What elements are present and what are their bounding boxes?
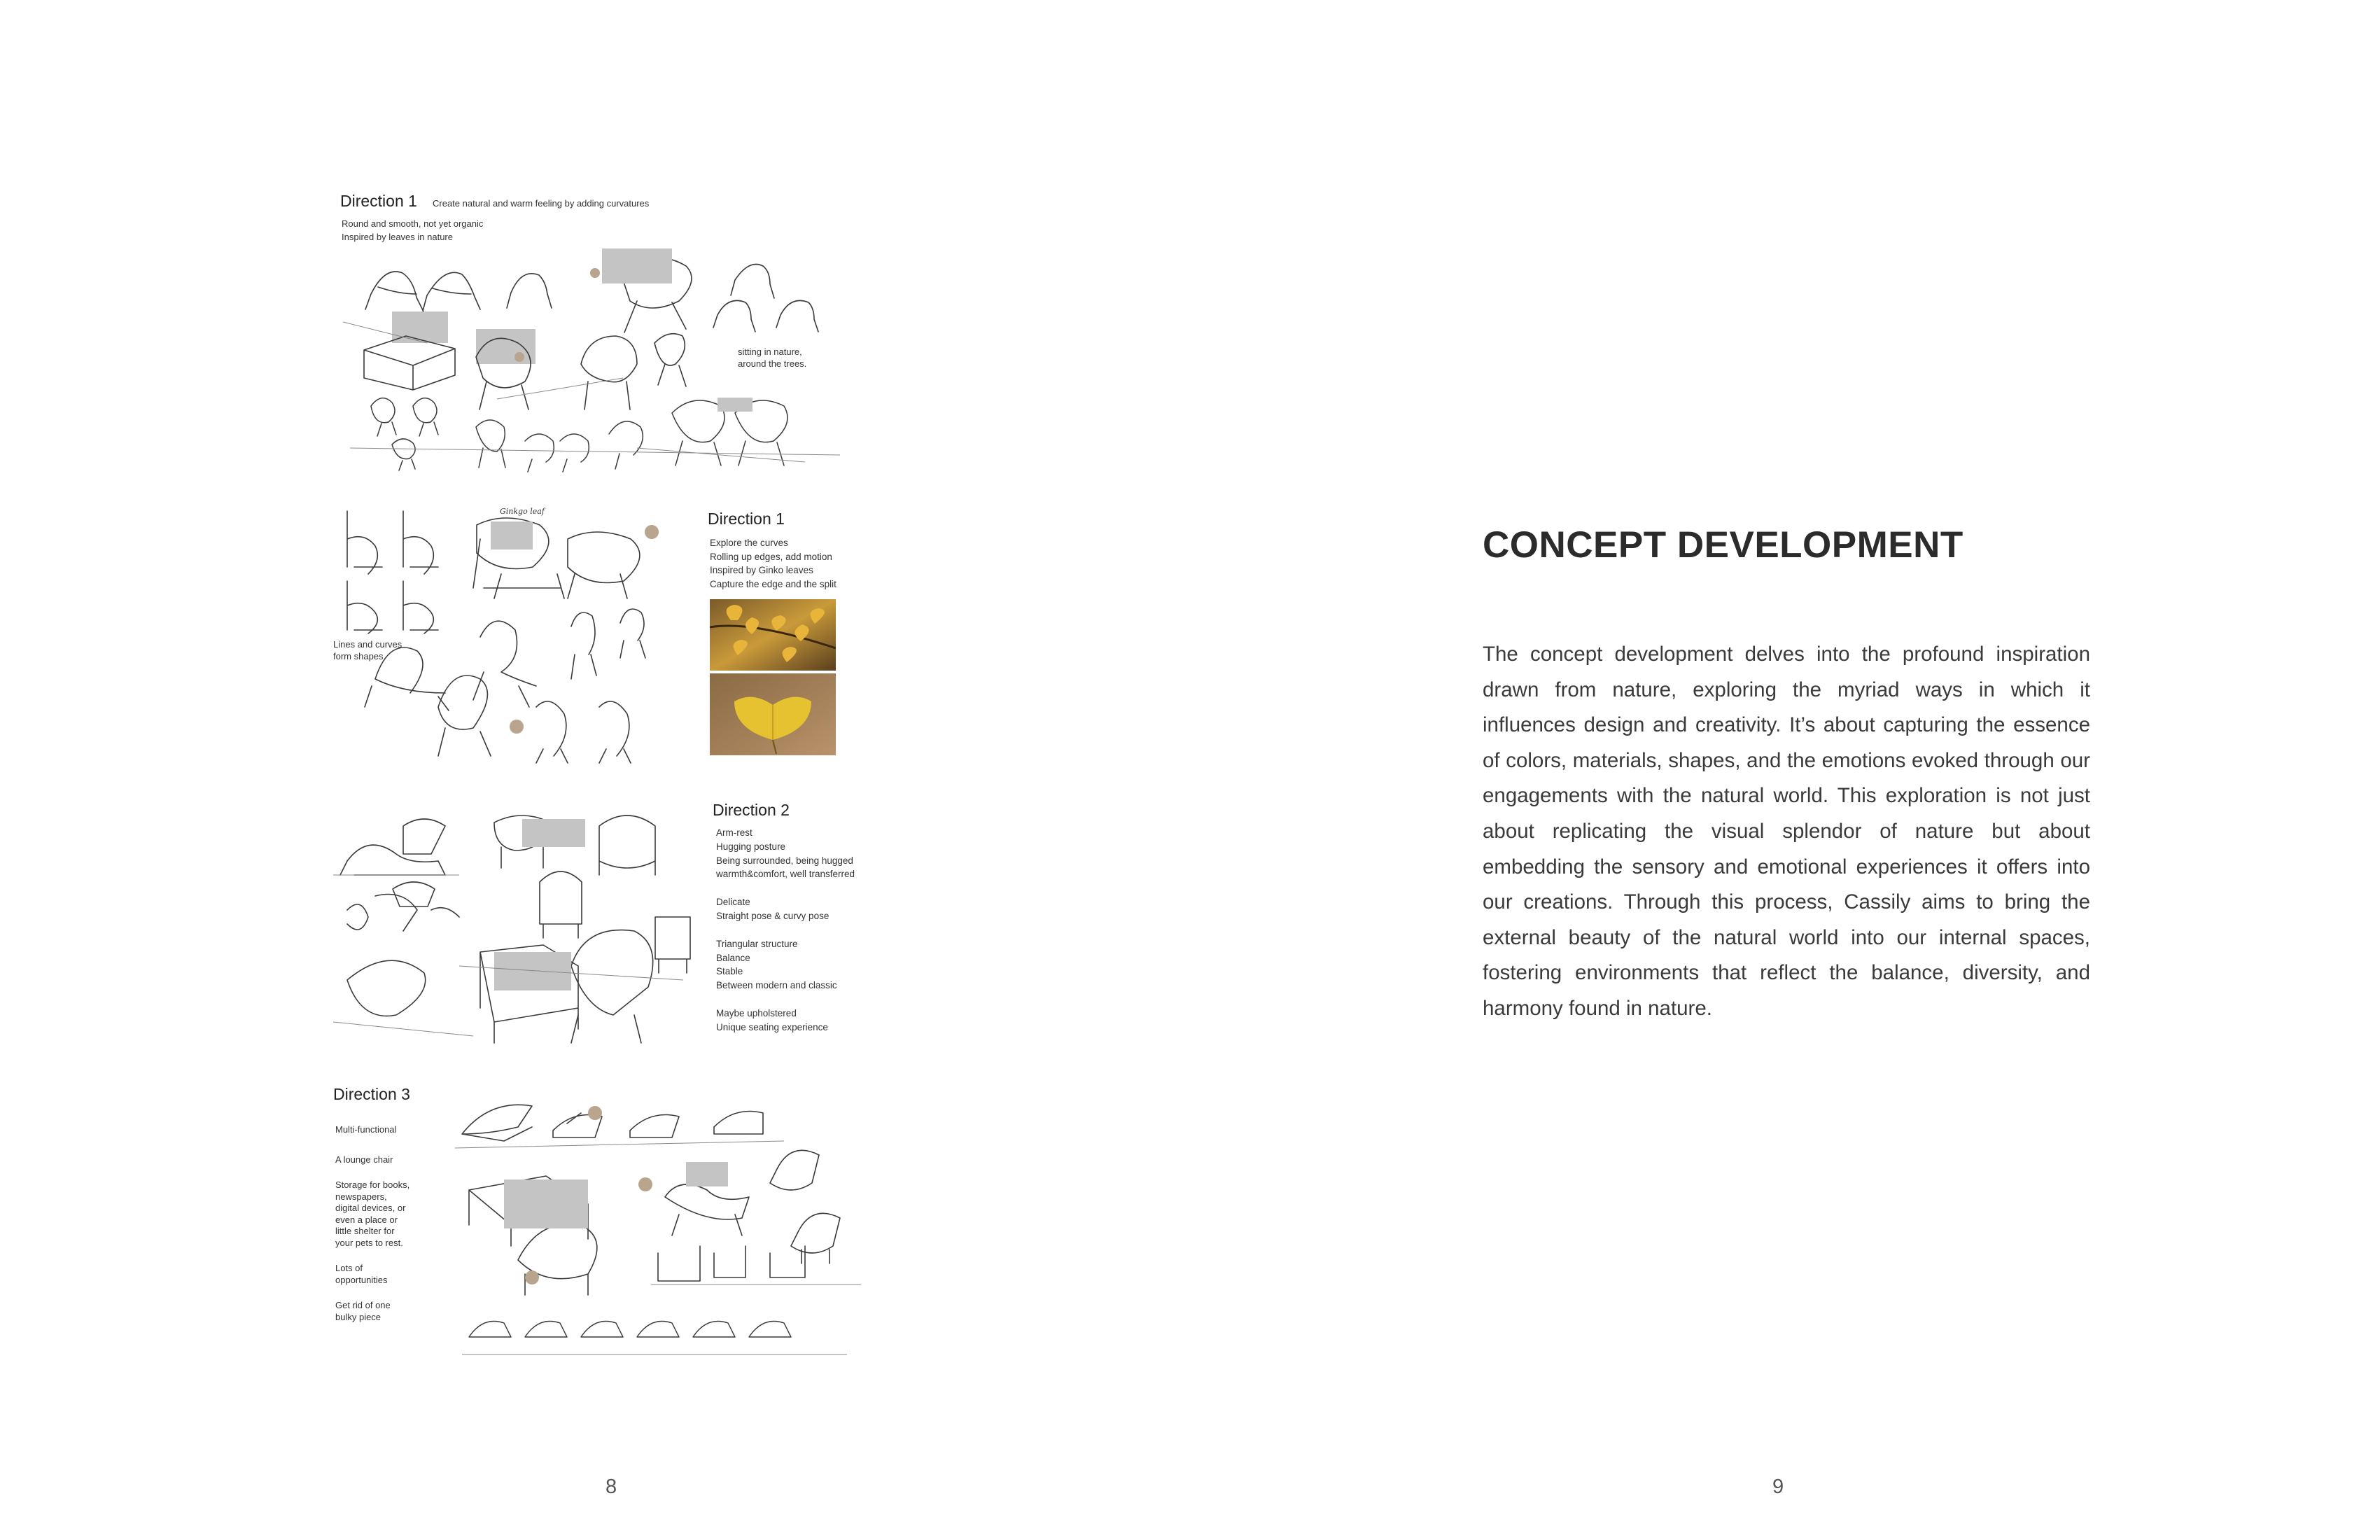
note-line: Lots of [335,1263,363,1273]
note-line: sitting in nature, [738,346,802,357]
page-number: 9 [1772,1476,1784,1498]
note-line: Delicate [716,897,750,908]
note-line: Arm-rest [716,827,752,838]
note-line: Stable [716,966,743,977]
page-number: 8 [606,1476,617,1498]
note-line: even a place or [335,1214,398,1225]
handwritten-ginkgo-note: Ginkgo leaf [500,507,545,516]
note-line: opportunities [335,1274,388,1285]
note-line: Inspired by Ginko leaves [710,565,813,575]
note-line: Multi-functional [335,1124,397,1135]
direction-3-notes [335,1124,410,1323]
note-line: Get rid of one [335,1300,391,1310]
note-line: Being surrounded, being hugged [716,855,853,866]
body-paragraph: The concept development delves into the profound inspiration drawn from nature, exploring the myriad ways in which it influences design and creativity. It’s about capturing the essence of colors, materials, shapes, and the emotions evoked through our engagements with the natural world. This exploration is not just about replicating the visual splendor of nature but about embedding the sensory and emotional experiences it offers into our creations. Through this process, Cassily aims to bring the external beauty of the natural world into our internal spaces, fostering environments that reflect the balance, diversity, and harmony found in nature. [1483,643,2090,1020]
note-line: newspapers, [335,1191,387,1202]
direction-1b-title: Direction 1 [708,510,785,528]
page-heading: CONCEPT DEVELOPMENT [1483,524,1963,566]
note-line: bulky piece [335,1311,382,1322]
direction-1b-side-note [333,638,402,662]
right-page [1190,0,2380,1540]
direction-3-sketches [455,1092,861,1362]
note-line: Unique seating experience [716,1021,828,1032]
note-line: Between modern and classic [716,980,837,991]
direction-3-title: Direction 3 [333,1085,410,1103]
direction-1b-notes [710,536,836,591]
note-line: Inspired by leaves in nature [342,232,453,242]
note-line: little shelter for [335,1226,395,1236]
direction-1b-sketches [333,497,697,774]
note-line: Maybe upholstered [716,1007,797,1018]
note-line: warmth&comfort, well transferred [716,869,855,880]
note-line: your pets to rest. [335,1237,403,1248]
note-line: Capture the edge and the split [710,578,836,589]
ginkgo-photo-leaf [710,673,836,755]
note-line: Rolling up edges, add motion [710,551,832,562]
note-line: A lounge chair [335,1154,393,1165]
note-line: Explore the curves [710,538,788,548]
note-line: form shapes [333,651,384,662]
direction-2-sketches [333,805,697,1060]
note-line: Storage for books, [335,1180,410,1190]
note-line: Balance [716,952,750,963]
direction-1-subtitle: Create natural and warm feeling by adding curvatures [433,198,650,209]
direction-1-title: Direction 1 [340,192,417,210]
note-line: Straight pose & curvy pose [716,910,830,921]
note-line: Round and smooth, not yet organic [342,218,484,229]
note-line: Triangular structure [716,938,798,949]
note-line: digital devices, or [335,1203,406,1213]
direction-2-title: Direction 2 [713,801,790,819]
note-line: around the trees. [738,358,807,369]
note-line: Hugging posture [716,841,786,852]
note-line: Lines and curves [333,639,402,650]
ginkgo-photo-branch [710,599,836,671]
direction-1-sketches [343,238,847,479]
direction-2-notes [716,826,855,1035]
